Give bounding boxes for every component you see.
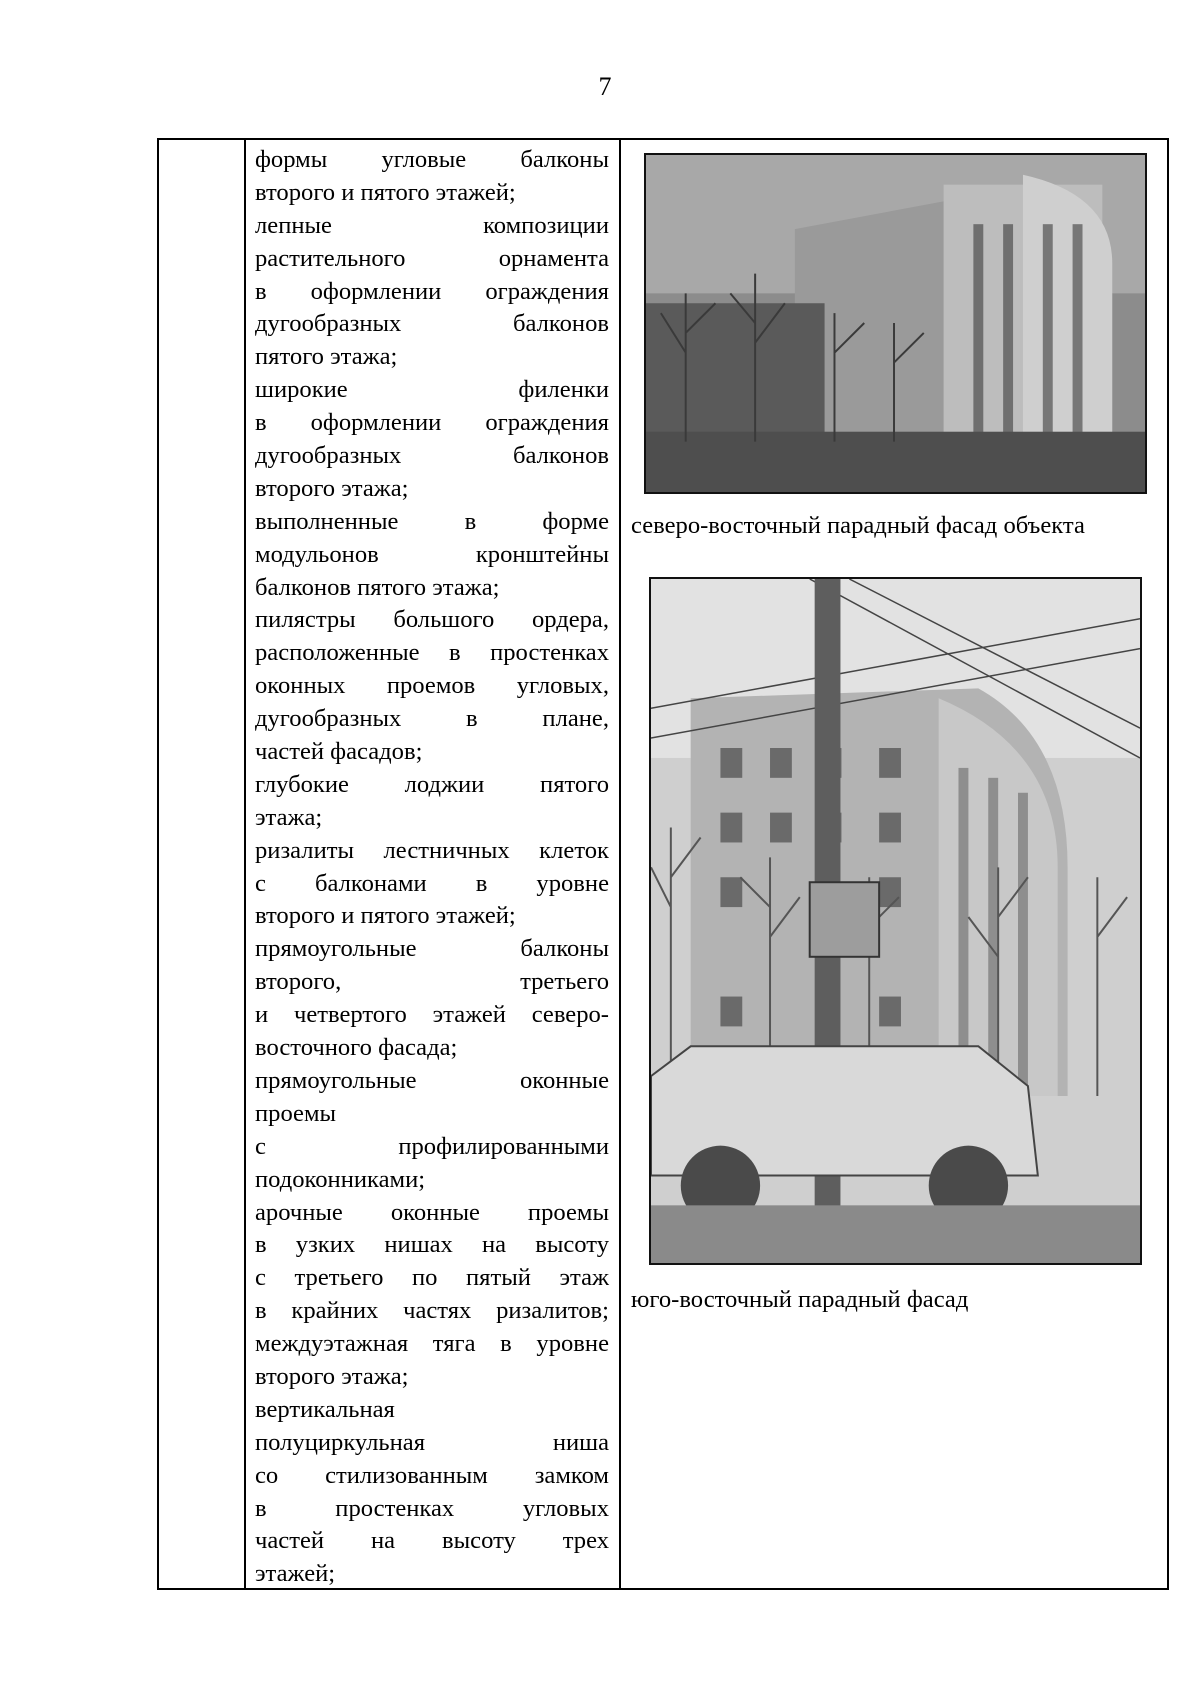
southeast-facade-photo bbox=[649, 577, 1142, 1265]
description-line: второго и пятого этажей; bbox=[255, 178, 516, 206]
description-line: модульонов кронштейны bbox=[255, 540, 609, 568]
description-line: балконов пятого этажа; bbox=[255, 573, 500, 601]
description-line: дугообразных балконов bbox=[255, 442, 609, 470]
description-line: арочные оконные проемы bbox=[255, 1198, 609, 1226]
description-line: подоконниками; bbox=[255, 1165, 426, 1193]
description-line: дугообразных балконов bbox=[255, 310, 609, 338]
description-line: с балконами в уровне bbox=[255, 869, 609, 897]
elements-description bbox=[255, 144, 609, 1591]
description-line: широкие филенки bbox=[255, 376, 609, 404]
description-line: формы угловые балконы bbox=[255, 146, 609, 173]
description-line: в оформлении ограждения bbox=[255, 409, 609, 437]
description-line: оконных проемов угловых, bbox=[255, 672, 609, 700]
description-line: в оформлении ограждения bbox=[255, 277, 609, 305]
description-line: полуциркульная ниша bbox=[255, 1428, 609, 1456]
northeast-facade-caption: северо-восточный парадный фасад объекта bbox=[631, 512, 1085, 539]
column-divider-1 bbox=[244, 140, 246, 1588]
description-line: пятого этажа; bbox=[255, 343, 398, 371]
description-line: второго, третьего bbox=[255, 968, 609, 996]
description-line: междуэтажная тяга в уровне bbox=[255, 1330, 609, 1358]
description-line: лепные композиции bbox=[255, 211, 609, 239]
description-line: и четвертого этажей северо- bbox=[255, 1001, 609, 1029]
page-number: 7 bbox=[598, 72, 612, 101]
description-line: проемы bbox=[255, 1099, 337, 1127]
description-line: растительного орнамента bbox=[255, 244, 609, 272]
southeast-facade-caption: юго-восточный парадный фасад bbox=[631, 1286, 969, 1313]
description-line: восточного фасада; bbox=[255, 1034, 458, 1062]
description-line: прямоугольные балконы bbox=[255, 935, 609, 963]
description-line: частей на высоту трех bbox=[255, 1527, 609, 1555]
description-line: этажей; bbox=[255, 1560, 336, 1588]
content-table bbox=[157, 138, 1169, 1590]
description-line: расположенные в простенках bbox=[255, 639, 609, 667]
description-line: частей фасадов; bbox=[255, 738, 423, 766]
description-line: пилястры большого ордера, bbox=[255, 606, 609, 634]
column-divider-2 bbox=[619, 140, 621, 1588]
description-line: со стилизованным замком bbox=[255, 1461, 609, 1489]
description-line: глубокие лоджии пятого bbox=[255, 770, 609, 798]
description-line: этажа; bbox=[255, 803, 323, 831]
description-line: с третьего по пятый этаж bbox=[255, 1264, 609, 1292]
description-line: в крайних частях ризалитов; bbox=[255, 1297, 609, 1325]
description-line: второго этажа; bbox=[255, 474, 409, 502]
description-line: второго и пятого этажей; bbox=[255, 902, 516, 930]
description-line: в узких нишах на высоту bbox=[255, 1231, 609, 1259]
description-line: второго этажа; bbox=[255, 1362, 409, 1390]
northeast-facade-photo bbox=[644, 153, 1147, 494]
description-line: ризалиты лестничных клеток bbox=[255, 836, 609, 864]
description-line: дугообразных в плане, bbox=[255, 705, 609, 733]
description-line: вертикальная bbox=[255, 1395, 395, 1423]
description-line: прямоугольные оконные bbox=[255, 1066, 609, 1094]
description-line: с профилированными bbox=[255, 1132, 609, 1160]
description-line: в простенках угловых bbox=[255, 1494, 609, 1522]
description-line: выполненные в форме bbox=[255, 507, 609, 535]
